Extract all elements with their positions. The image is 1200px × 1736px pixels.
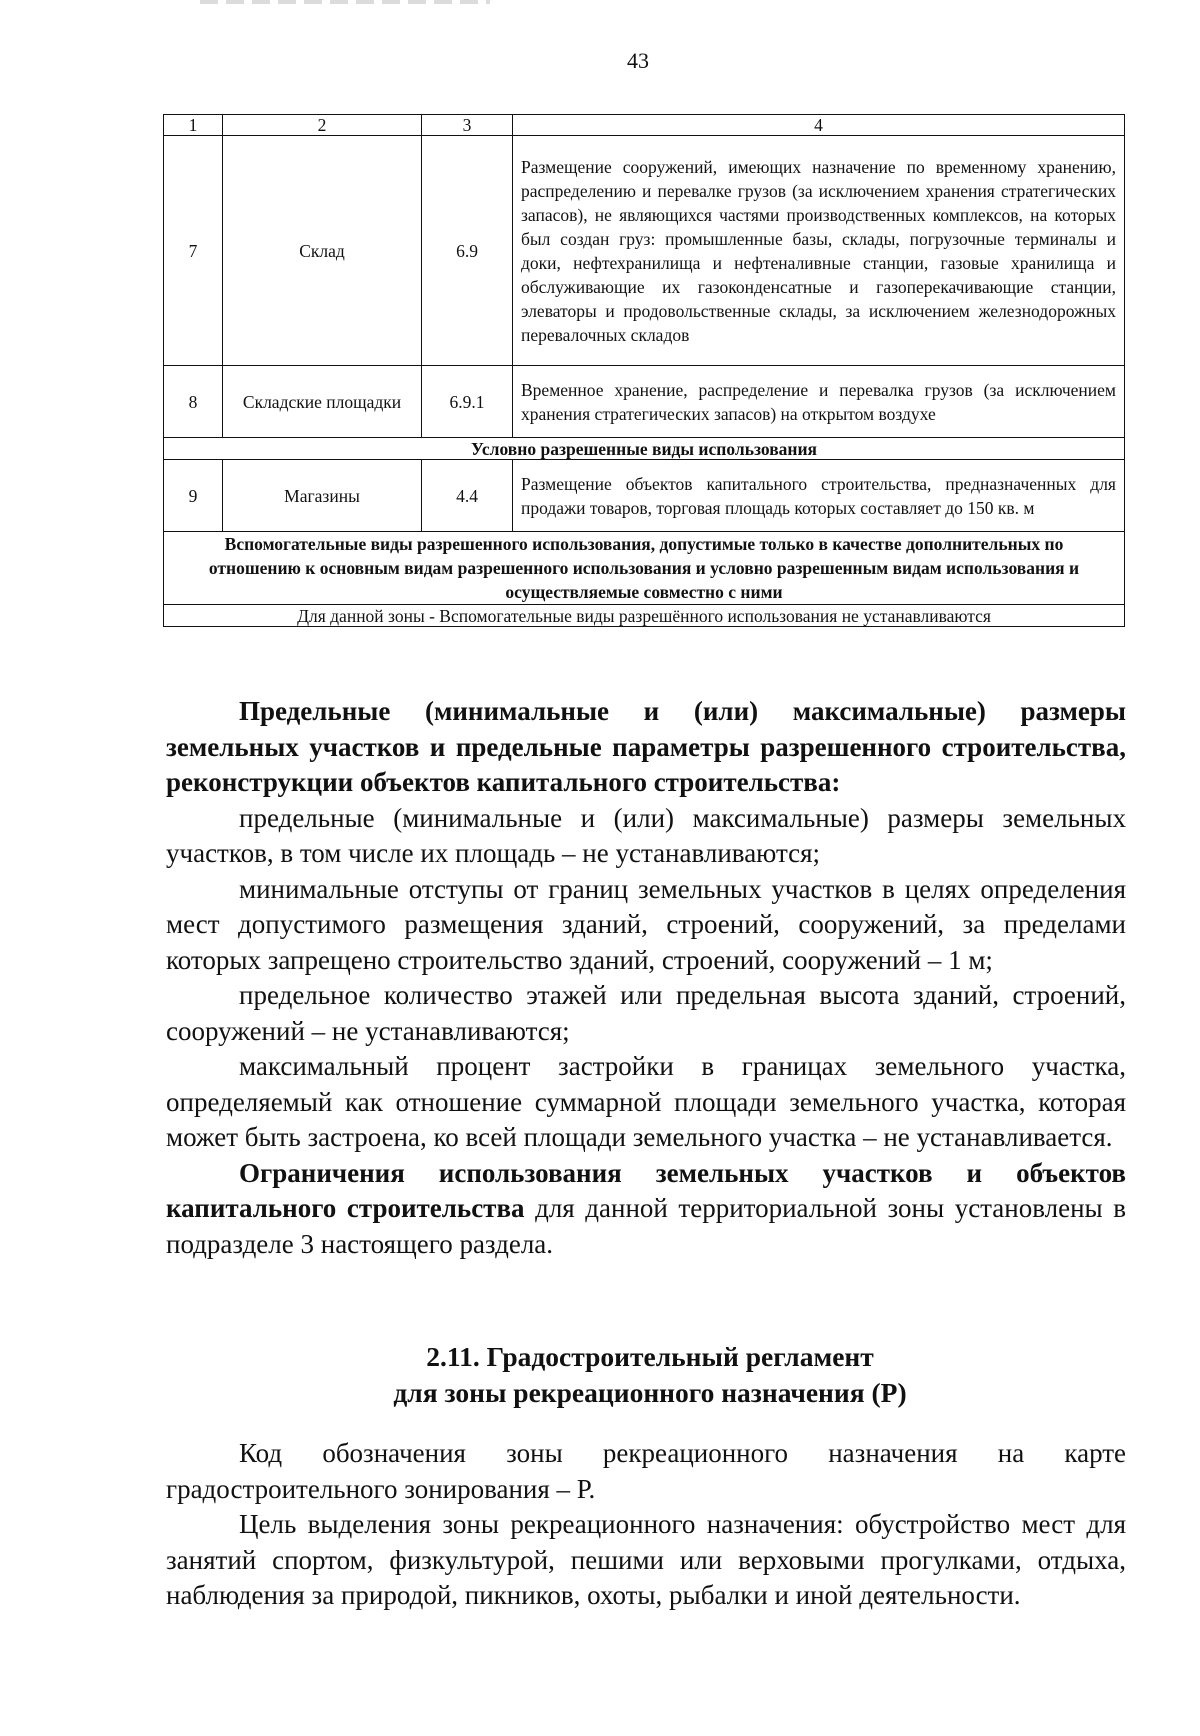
table-header-row (164, 115, 1125, 136)
use-type-name: Складские площадки (223, 366, 422, 438)
section-title-line: 2.11. Градостроительный регламент (426, 1341, 874, 1372)
row-number: 8 (164, 366, 223, 438)
page-number: 43 (627, 48, 649, 73)
limits-item: предельное количество этажей или предельная высота зданий, строений, сооружений – не устанавливаются; (166, 980, 1126, 1046)
conditional-heading: Условно разрешенные виды использования (164, 438, 1125, 460)
use-type-description: Временное хранение, распределение и перевалка грузов (за исключением хранения стратегических запасов) на открытом воздухе (513, 366, 1125, 438)
section-title-line: для зоны рекреационного назначения (Р) (393, 1377, 907, 1408)
auxiliary-heading-row (164, 532, 1125, 605)
conditional-heading-row (164, 438, 1125, 460)
section-paragraph: Код обозначения зоны рекреационного назначения на карте градостроительного зонирования – Р. (166, 1438, 1126, 1504)
land-use-table (163, 114, 1125, 627)
limits-section (166, 694, 1126, 1262)
use-type-code: 4.4 (422, 460, 513, 532)
table-header-cell: 3 (422, 115, 513, 136)
restrictions-rest: для данной территориальной зоны установлены в подразделе 3 настоящего раздела. (166, 1193, 1126, 1259)
limits-heading: Предельные (минимальные и (или) максимальные) размеры земельных участков и предельные параметры разрешенного строительства, реконструкции объектов капитального строительства: (166, 696, 1126, 797)
use-type-description: Размещение сооружений, имеющих назначение по временному хранению, распределению и перевалке грузов (за исключением хранения стратегических запасов), не являющихся частями производственных комплексов, на которых был создан груз: промышленные базы, склады, погрузочные терминалы и доки, нефтехранилища и нефтеналивные станции, газовые хранилища и обслуживающие их газоконденсатные и газоперекачивающие станции, элеваторы и продовольственные склады, за исключением железнодорожных перевалочных складов (513, 136, 1125, 366)
use-type-name: Склад (223, 136, 422, 366)
table-row (164, 136, 1125, 366)
limits-item: минимальные отступы от границ земельных участков в целях определения мест допустимого размещения зданий, строений, сооружений, за пределами которых запрещено строительство зданий, строений, сооружений – 1 м; (166, 873, 1126, 975)
section-paragraph: Цель выделения зоны рекреационного назначения: обустройство мест для занятий спортом, физкультурой, пешими или верховыми прогулками, отдыха, наблюдения за природой, пикников, охоты, рыбалки и иной деятельности. (166, 1509, 1126, 1610)
section-title (0, 1339, 1200, 1411)
table-row (164, 366, 1125, 438)
use-type-description: Размещение объектов капитального строительства, предназначенных для продажи товаров, торговая площадь которых составляет до 150 кв. м (513, 460, 1125, 532)
row-number: 9 (164, 460, 223, 532)
limits-item: максимальный процент застройки в границах земельного участка, определяемый как отношение суммарной площади земельного участка, которая может быть застроена, ко всей площади земельного участка – не устанавливается. (166, 1051, 1126, 1152)
table-header-cell: 2 (223, 115, 422, 136)
table-header-cell: 4 (513, 115, 1125, 136)
use-type-code: 6.9.1 (422, 366, 513, 438)
scan-artifact (200, 0, 490, 4)
table-row (164, 460, 1125, 532)
table-header-cell: 1 (164, 115, 223, 136)
use-type-name: Магазины (223, 460, 422, 532)
use-type-code: 6.9 (422, 136, 513, 366)
row-number: 7 (164, 136, 223, 366)
restrictions-bold: Ограничения использования земельных участков и объектов капитального строительства (166, 1157, 1126, 1223)
auxiliary-note-row (164, 605, 1125, 627)
section-body (166, 1436, 1126, 1614)
auxiliary-note: Для данной зоны - Вспомогательные виды разрешённого использования не устанавливаются (164, 605, 1125, 627)
limits-item: предельные (минимальные и (или) максимальные) размеры земельных участков, в том числе их площадь – не устанавливаются; (166, 802, 1126, 868)
auxiliary-heading: Вспомогательные виды разрешенного использования, допустимые только в качестве дополнительных по отношению к основным видам разрешенного использования и условно разрешенным видам использования и осуществляемые совместно с ними (164, 532, 1125, 605)
restrictions-paragraph (166, 1156, 1126, 1263)
